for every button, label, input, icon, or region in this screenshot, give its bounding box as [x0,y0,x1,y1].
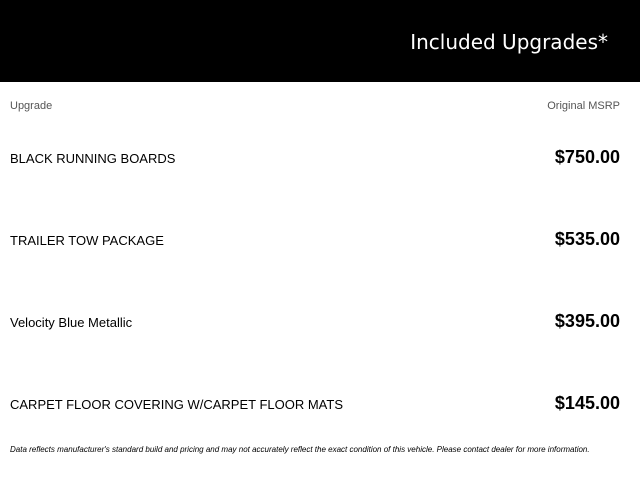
column-header-upgrade: Upgrade [10,100,53,112]
upgrade-price: $535.00 [554,229,620,249]
disclaimer-text: Data reflects manufacturer's standard build and pricing and may not accurately reflect the exact condition of this vehicle. Please contact dealer for more information. [10,445,590,454]
upgrade-price: $145.00 [554,393,620,413]
column-header-msrp: Original MSRP [547,100,620,112]
upgrade-name: Velocity Blue Metallic [10,315,133,330]
upgrade-row [10,227,620,255]
upgrade-price: $395.00 [554,311,620,331]
upgrade-name: BLACK RUNNING BOARDS [10,151,176,166]
upgrade-row [10,391,620,419]
header-bar [0,0,640,82]
upgrade-row [10,309,620,337]
upgrade-price: $750.00 [554,147,620,167]
page-title: Included Upgrades* [410,30,608,54]
upgrade-row [10,145,620,173]
upgrade-name: CARPET FLOOR COVERING W/CARPET FLOOR MATS [10,397,343,412]
upgrade-name: TRAILER TOW PACKAGE [10,233,164,248]
